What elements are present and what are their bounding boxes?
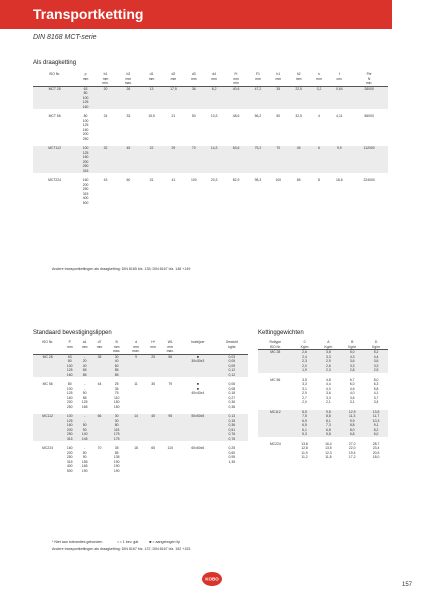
table-cell: 4: [318, 114, 320, 118]
table-cell: 63 80 100 125 160: [82, 86, 89, 109]
table-cell: 70: [97, 446, 102, 450]
table-cell: 36: [191, 86, 196, 91]
table-cell: 56: [168, 354, 173, 359]
table-cell: - - 50 85 125 165: [81, 382, 88, 409]
table-cell: 13,5 11,7 10,3 9,1 8,2 6,0: [372, 409, 380, 436]
table-cell: 47,2: [254, 86, 262, 91]
column-header: mm: [125, 76, 132, 81]
column-header: F1: [255, 72, 260, 76]
column-header: min: [225, 81, 247, 86]
row-label: MC 56: [42, 382, 53, 386]
table-cell: ■ ■ 40x40x4: [191, 382, 205, 395]
table-cell: 56,2: [254, 114, 262, 118]
column-header: N: [367, 76, 371, 81]
column-header: B: [351, 340, 354, 344]
row-label: MC112: [42, 414, 53, 418]
table-row: [258, 410, 388, 437]
row-label: MCT 56: [48, 114, 61, 118]
table-row: [33, 446, 248, 473]
table-cell: 66: [97, 414, 102, 418]
table-cell: 0,25 0,60 0,95 1,35: [228, 446, 236, 464]
column-header: mm: [148, 76, 155, 81]
table-cell: 0,06 0,08 0,18 0,27 0,36 0,36: [228, 382, 236, 409]
column-header: mm: [295, 76, 302, 81]
table-cell: 27,0 22,0 19,4 17,2: [348, 441, 356, 459]
table-cell: 45: [151, 414, 156, 418]
table-cell: 35: [97, 354, 102, 359]
table-cell: 98,3: [254, 178, 262, 182]
row-label: MCT224: [48, 178, 62, 182]
table-cell: 25: [151, 354, 156, 359]
table-cell: 160 200 250 315 400 500: [82, 178, 89, 205]
table-cell: 75,2: [254, 146, 262, 150]
column-header: b2: [126, 72, 131, 76]
column-header: max.: [107, 349, 126, 354]
table-cell: 60: [126, 178, 131, 182]
table-cell: 50x50x5: [191, 414, 205, 418]
table-cell: 70: [276, 146, 281, 150]
table-cell: 160 200 250 315 400 500: [66, 446, 73, 473]
column-header: max.: [116, 81, 140, 86]
table-cell: 3,2: [316, 86, 322, 91]
column-header: s: [318, 72, 320, 76]
column-header: mm: [133, 344, 139, 349]
table-row: [33, 354, 248, 377]
column-header: kg/st: [228, 344, 236, 349]
header-bar: [0, 0, 392, 29]
table-cell: 95: [168, 414, 173, 418]
column-header: mm: [167, 344, 174, 349]
section-title-bevestigingslippen: Standaard bevestigingslippen: [33, 330, 112, 336]
page-title: Transportketting: [33, 6, 144, 22]
table-cell: 65: [296, 178, 301, 182]
table-draagketting: [33, 72, 388, 210]
table-cell: 8,5 7,5 6,9 6,5 6,1 5,3: [302, 409, 307, 436]
table-cell: 4,11: [336, 114, 343, 118]
column-header: Fbr: [366, 72, 372, 76]
row-spacer: [258, 460, 388, 465]
table-cell: 32: [103, 146, 108, 150]
table-cell: 8: [318, 178, 320, 182]
table-cell: 30 30 80 115 175 175: [113, 414, 120, 441]
column-header: mm: [113, 344, 120, 349]
column-header: mm: [150, 344, 156, 349]
column-header: Kg/m: [364, 345, 388, 350]
row-label: MC 28: [42, 354, 53, 359]
table-cell: 35: [151, 382, 156, 386]
column-header: A: [327, 340, 330, 344]
table-cell: 18,6: [336, 178, 343, 182]
table-cell: 21: [171, 114, 176, 118]
column-header: ISO Nr.: [49, 72, 61, 76]
column-header: hoekijzer: [191, 340, 205, 344]
column-header: mm: [82, 76, 89, 81]
table-cell: 3,5 3,3 3,1 2,9 2,7 2,0: [302, 377, 307, 404]
column-header: a1: [82, 340, 87, 344]
column-header: h1: [276, 72, 281, 76]
column-header: B: [115, 340, 118, 344]
table-cell: 25 35 75 110 150 150: [113, 382, 120, 409]
table-cell: 2,6 2,4 2,3 2,0 1,9: [302, 350, 307, 372]
column-header: h2: [296, 72, 301, 76]
table-cell: 10,3: [210, 114, 218, 118]
table-cell: 70: [191, 146, 196, 150]
column-header: d3: [191, 72, 196, 76]
column-header: ISO Nr.: [258, 345, 293, 350]
table-row: [33, 86, 388, 109]
table-cell: 5,2 4,4 3,6 3,3 2,5: [373, 350, 379, 372]
column-header: d2: [171, 72, 176, 76]
section-title-draagketting: Als draagketting: [33, 60, 77, 66]
table-cell: 35 85 135 190 190 190: [113, 446, 120, 473]
column-header: Kg/m: [340, 345, 364, 350]
column-header: W1: [167, 340, 173, 344]
table-cell: 100 125 160 200 250 315: [66, 414, 73, 441]
table-cell: 100 125 160 200 250 315: [82, 146, 89, 173]
table-cell: 0,13 0,15 0,36 0,51 0,76 0,76: [228, 414, 236, 441]
table-cell: 20: [103, 86, 108, 91]
column-header: Kg/m: [316, 345, 340, 350]
table-cell: 50: [191, 114, 196, 118]
table-cell: 100: [275, 178, 282, 182]
column-header: mm: [81, 344, 88, 349]
page-number: 157: [402, 582, 413, 588]
column-header: cm²: [336, 76, 343, 81]
column-header: d1: [149, 72, 154, 76]
column-header: Kg/m: [293, 345, 317, 350]
table-cell: 41: [171, 178, 176, 182]
column-header: mm: [102, 76, 109, 81]
table-cell: 17,5: [170, 86, 177, 91]
column-header: D: [374, 340, 378, 344]
table-cell: 80 100 125 160 200 250: [82, 114, 89, 141]
column-header: min.: [350, 81, 388, 86]
table-row: [33, 382, 248, 409]
table-cell: 60x60x6: [191, 446, 205, 450]
table-kettinggewichten: [258, 340, 388, 465]
column-header: mm: [170, 76, 177, 81]
page-subtitle: DIN 8168 MCT-serie: [33, 34, 97, 41]
table-cell: 9,8 8,8 8,1 7,3 6,8 5,8: [326, 409, 331, 436]
column-header: Roltype: [269, 340, 282, 344]
column-header: P: [68, 340, 71, 344]
table-cell: 8,0 6,3 5,8 4,1 3,7 3,4: [373, 377, 379, 404]
table-cell: 15,5: [148, 114, 155, 118]
table-cell: 9,9: [336, 146, 342, 150]
note-lip: ■ = aangebogen lip: [149, 540, 181, 544]
table-cell: 33: [126, 114, 131, 118]
table-cell: 3,8 3,3 2,9 2,6 2,3: [326, 350, 331, 372]
column-header: ISO Nr.: [42, 340, 54, 344]
note-draagketting: Andere transportkettingen als draagketting: DIN 8165 blz. 135; DIN 8167 blz. 148 +149: [52, 267, 191, 271]
table-cell: 45: [126, 146, 131, 150]
column-header: p: [84, 72, 87, 76]
table-cell: 79: [168, 382, 173, 386]
kobo-logo: [201, 571, 223, 587]
table-cell: 32,5: [295, 114, 302, 118]
table-cell: 13,8 12,8 11,9 11,2: [301, 441, 308, 459]
row-spacer: [33, 473, 248, 478]
table-cell: 9: [135, 354, 137, 359]
column-header: d7: [97, 340, 102, 344]
table-cell: 5,0 4,3 3,6 3,3 2,8: [349, 350, 355, 372]
column-header: d4: [212, 72, 217, 76]
table-cell: 14: [134, 414, 138, 418]
table-cell: 0,64: [336, 86, 343, 91]
table-row: [258, 350, 388, 373]
column-header: min.: [95, 81, 116, 86]
table-cell: 26: [126, 86, 131, 91]
table-cell: 56000: [364, 114, 374, 118]
table-cell: 28000: [364, 86, 374, 91]
table-cell: 4,8 4,4 4,0 3,6 3,3 2,1: [326, 377, 331, 404]
column-header: mm: [96, 344, 103, 349]
table-cell: 29: [171, 146, 176, 150]
table-cell: - 50 90 155 165 190: [81, 446, 88, 473]
column-header: Gewicht: [225, 340, 238, 344]
table-cell: 65: [151, 446, 156, 450]
column-header: mm: [211, 76, 217, 81]
table-cell: 22: [149, 146, 154, 150]
column-header: b1: [103, 72, 108, 76]
column-header: mm: [66, 344, 73, 349]
table-cell: 20,3: [210, 178, 218, 182]
table-cell: 45: [296, 146, 301, 150]
table-cell: 18: [134, 446, 138, 450]
table-bevestigingslippen: [33, 340, 248, 478]
table-cell: 22,5: [295, 86, 302, 91]
row-label: MC224: [269, 441, 281, 446]
row-label: MC 28: [270, 350, 281, 354]
column-header: mm: [275, 76, 282, 81]
table-cell: 16,4 13,5 12,3 11,8: [325, 441, 332, 459]
table-cell: 112000: [363, 146, 375, 150]
table-cell: 6: [318, 146, 320, 150]
table-cell: 100: [190, 178, 197, 182]
table-cell: 11: [134, 382, 138, 386]
table-row: [33, 178, 388, 205]
column-header: max.: [161, 349, 180, 354]
column-header: mm: [255, 76, 261, 81]
row-spacer: [33, 205, 388, 210]
table-cell: 63 80 100 125 160: [66, 354, 73, 377]
row-label: MC112: [269, 409, 281, 414]
table-cell: - 20 40 65 85: [82, 354, 87, 377]
table-cell: 30 40 60 85 85: [114, 354, 119, 377]
table-row: [258, 378, 388, 405]
table-row: [33, 414, 248, 441]
table-cell: 44: [97, 382, 102, 386]
table-row: [258, 442, 388, 460]
table-cell: 12,9 11,3 9,9 8,8 8,0 6,8: [348, 409, 356, 436]
column-header: H*: [151, 340, 156, 344]
table-cell: - - 50 90 140 145: [81, 414, 88, 441]
table-cell: 63,6: [232, 146, 240, 150]
row-label: MCT 28: [48, 86, 61, 91]
table-cell: 8,2: [211, 86, 217, 91]
row-label: MC224: [42, 446, 54, 450]
table-cell: 35: [276, 86, 281, 91]
table-cell: 6,7 6,0 4,6 4,0 3,6 3,1: [349, 377, 355, 404]
column-header: Fr: [234, 72, 238, 76]
table-cell: 24: [103, 114, 108, 118]
section-title-kettinggewichten: Kettinggewichten: [258, 330, 304, 336]
table-cell: 28,7 23,4 20,5 18,0: [372, 441, 380, 459]
note-tolerance: * Niet aan toleranties gebonden: [52, 540, 103, 544]
table-cell: 224000: [363, 178, 375, 182]
table-cell: 82,9: [232, 178, 240, 182]
table-cell: 50: [276, 114, 281, 118]
column-header: mm: [233, 76, 239, 81]
table-cell: 31: [149, 178, 154, 182]
table-row: [33, 114, 388, 141]
table-cell: 40,6: [232, 86, 240, 91]
table-cell: ■ 30x30x3: [191, 354, 205, 363]
row-label: MC 56: [270, 377, 281, 382]
column-header: 0: [303, 340, 306, 344]
table-cell: 14,3: [210, 146, 218, 150]
row-label: MCT112: [48, 146, 61, 150]
column-header: f: [338, 72, 340, 76]
note-toleranties: [52, 540, 180, 544]
table-cell: 110: [167, 446, 173, 450]
svg-text:KOBO: KOBO: [205, 576, 219, 582]
column-header: mm: [190, 76, 197, 81]
column-header: mm: [316, 76, 322, 81]
table-cell: 80 100 125 160 200 250: [66, 382, 73, 409]
note-bevestigingslippen: Andere transportkettingen als draagketting: DIN 8167 blz. 137; DIN 8167 blz. 152 +153: [52, 547, 191, 551]
column-header: max.: [126, 349, 145, 354]
table-cell: 13: [149, 86, 154, 91]
table-cell: 43: [103, 178, 108, 182]
table-row: [33, 146, 388, 173]
table-cell: 0,03 0,05 0,09 0,12 0,12: [228, 354, 236, 377]
table-cell: 48,6: [232, 114, 240, 118]
note-hole: • = 1 bev. gat: [117, 540, 139, 544]
column-header: d: [135, 340, 137, 344]
